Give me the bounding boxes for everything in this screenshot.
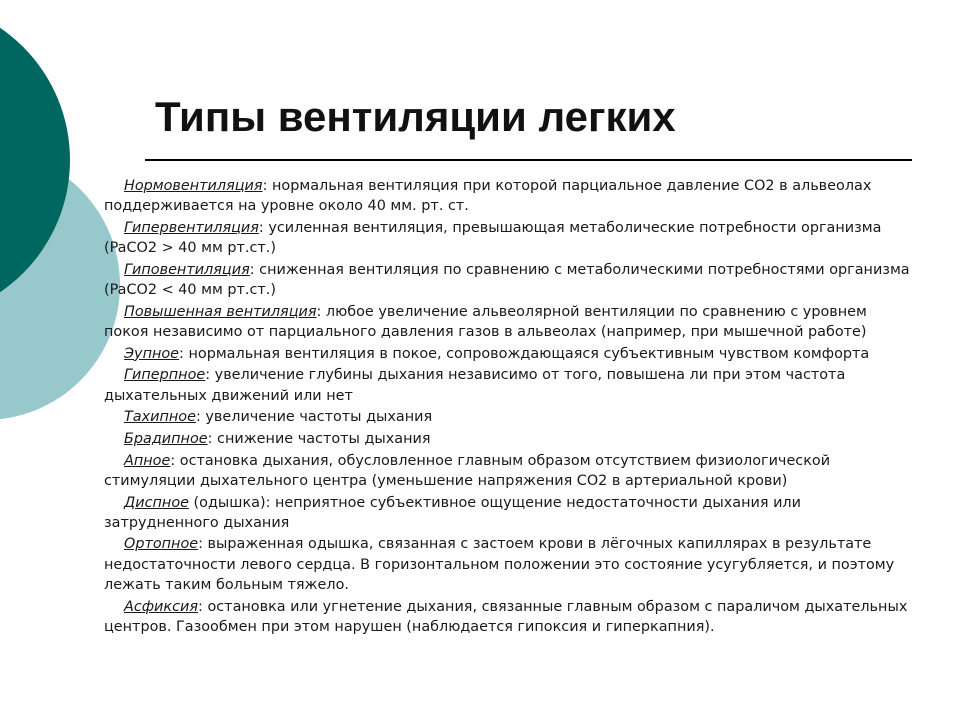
definition-text: любое увеличение альвеолярной вентиляции по сравнению с уровнем покоя независимо от парциального давления газов в альвеолах (например, при мышечной работе)	[104, 303, 867, 340]
definition-item	[104, 344, 914, 364]
definition-separator: :	[170, 452, 176, 469]
definition-item	[104, 451, 914, 491]
definition-separator: :	[316, 303, 322, 320]
definition-text: снижение частоты дыхания	[212, 430, 431, 447]
definition-separator: :	[205, 367, 211, 384]
definition-text: сниженная вентиляция по сравнению с метаболическими потребностями организма (PaCO2 < 40 мм рт.ст.)	[104, 261, 910, 299]
definition-term: Ортопное	[124, 536, 199, 553]
definition-term: Гипервентиляция	[124, 219, 259, 236]
definition-term: Брадипное	[124, 430, 208, 447]
definition-term: Гиперпное	[124, 367, 206, 384]
definitions-list	[104, 176, 914, 638]
definition-text: нормальная вентиляция при которой парциальное давление СО2 в альвеолах поддерживается на уровне около 40 мм. рт. ст.	[104, 178, 872, 215]
definition-separator: :	[207, 430, 213, 447]
definition-text: усиленная вентиляция, превышающая метаболические потребности организма (PaCO2 > 40 мм рт.ст.)	[104, 219, 882, 257]
definition-separator: :	[262, 178, 268, 194]
definition-separator: :	[198, 598, 203, 615]
definition-text: увеличение глубины дыхания независимо от того, повышена ли при этом частота дыхательных движений или нет	[104, 367, 846, 404]
definition-term: Эупное	[124, 345, 180, 362]
definition-separator: :	[249, 261, 255, 278]
definition-separator: :	[198, 536, 203, 553]
definition-item	[104, 597, 914, 637]
definition-term: Асфиксия	[124, 598, 199, 615]
definition-item	[104, 407, 914, 427]
title-divider	[145, 159, 912, 161]
definition-separator: :	[258, 219, 264, 236]
definition-term: Повышенная вентиляция	[124, 303, 317, 320]
definition-term: Гиповентиляция	[124, 261, 250, 278]
definition-text: увеличение частоты дыхания	[200, 409, 433, 426]
definition-item	[104, 534, 914, 595]
definition-item	[104, 176, 914, 216]
definition-term: Диспное	[124, 494, 189, 511]
definition-item	[104, 302, 914, 342]
definition-item	[104, 365, 914, 405]
definition-text: (одышка): неприятное субъективное ощущение недостаточности дыхания или затрудненного дыхания	[104, 494, 801, 531]
definition-text: выраженная одышка, связанная с застоем крови в лёгочных капиллярах в результате недостаточности левого сердца. В горизонтальном положении это состояние усугубляется, и поэтому лежать таким больным тяжело.	[104, 536, 895, 593]
definition-separator: :	[179, 345, 184, 362]
slide-title: Типы вентиляции легких	[155, 93, 676, 140]
definition-term: Тахипное	[124, 409, 196, 426]
definition-text: нормальная вентиляция в покое, сопровождающаяся субъективным чувством комфорта	[183, 345, 870, 362]
definition-item	[104, 429, 914, 449]
definition-item	[104, 218, 914, 258]
definition-separator: :	[195, 409, 201, 426]
definition-term: Нормовентиляция	[124, 178, 263, 194]
definition-text: остановка или угнетение дыхания, связанные главным образом с параличом дыхательных центров. Газообмен при этом нарушен (наблюдается гипоксия и гиперкапния).	[104, 598, 908, 635]
definition-item	[104, 493, 914, 533]
definition-item	[104, 260, 914, 300]
definition-term: Апное	[124, 452, 171, 469]
definition-text: остановка дыхания, обусловленное главным образом отсутствием физиологической стимуляции дыхательного центра (уменьшение напряжения СО2 в артериальной крови)	[104, 452, 831, 489]
